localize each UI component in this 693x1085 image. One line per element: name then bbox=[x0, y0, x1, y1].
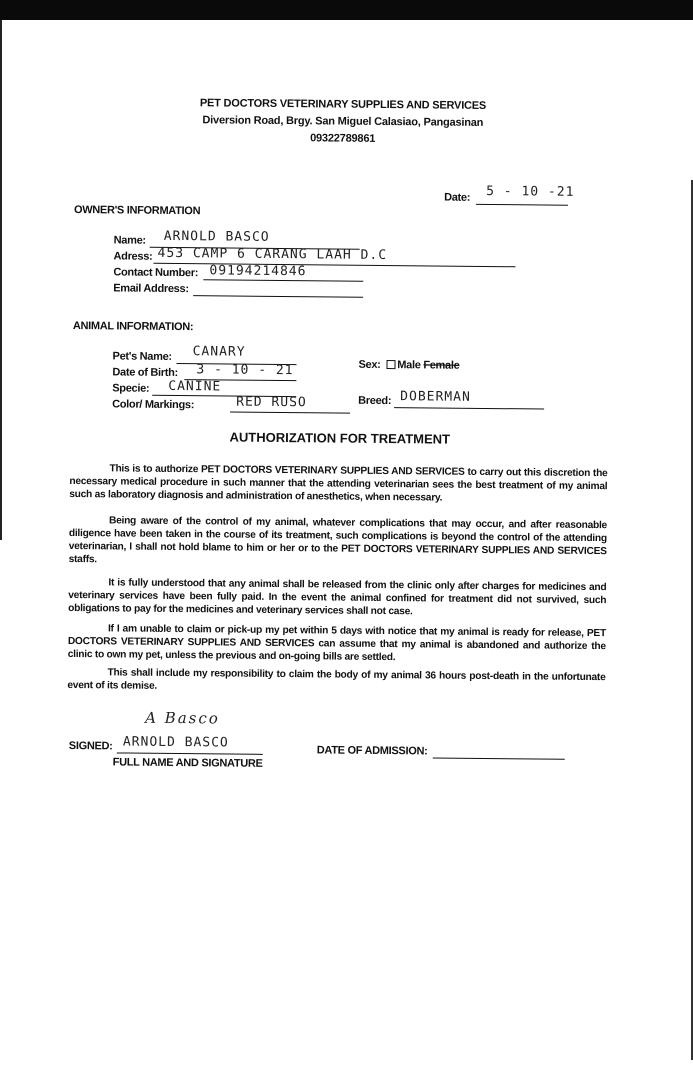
scan-left-edge bbox=[0, 20, 2, 540]
animal-heading: ANIMAL INFORMATION: bbox=[72, 320, 194, 334]
signed-value: ARNOLD BASCO bbox=[122, 734, 229, 751]
color-line bbox=[230, 412, 350, 414]
sex-label: Sex: bbox=[358, 358, 381, 371]
dob-label: Date of Birth: bbox=[112, 366, 178, 380]
color-value: RED RUSO bbox=[236, 394, 307, 411]
owner-name-label: Name: bbox=[113, 234, 146, 247]
admission-line bbox=[433, 757, 565, 759]
owner-contact-value: 09194214846 bbox=[209, 263, 307, 280]
sex-male-option: Male bbox=[397, 359, 421, 372]
pet-name-value: CANARY bbox=[192, 344, 246, 360]
owner-name-value: ARNOLD BASCO bbox=[163, 228, 270, 245]
breed-label: Breed: bbox=[358, 394, 392, 408]
breed-value: DOBERMAN bbox=[400, 389, 471, 405]
owner-contact-line bbox=[203, 279, 363, 282]
authorization-paragraph-4 bbox=[68, 622, 606, 666]
signed-line bbox=[117, 752, 263, 754]
document-page bbox=[64, 0, 614, 1085]
owner-email-line bbox=[193, 295, 363, 298]
signed-label: SIGNED: bbox=[68, 739, 113, 753]
authorization-paragraph-2 bbox=[69, 514, 607, 571]
authorization-paragraph-1 bbox=[69, 462, 607, 506]
owner-address-value: 453 CAMP 6 CARANG LAAH D.C bbox=[157, 245, 388, 264]
signature-mark: A Basco bbox=[145, 708, 220, 728]
paragraph-2-text: Being aware of the control of my animal, whatever complications that may occur, and after reasonable diligence have been taken in the course of its treatment, such complications is beyond the control of the attending veterinarian, I shall not hold blame to him or her or to the PET DOCTORS VETERINARY SUPPLIES AND SERVICES staffs. bbox=[68, 515, 608, 566]
paragraph-3-text: It is fully understood that any animal shall be released from the clinic only after charges for medicines and veterinary services have been fully paid. In the event the animal confined for treatment did not survived, such obligations to pay for the medicines and veterinary services shall not case. bbox=[68, 577, 607, 618]
sex-female-option: Female bbox=[423, 359, 460, 372]
sex-male-checkbox bbox=[386, 360, 395, 369]
owner-heading: OWNER'S INFORMATION bbox=[73, 204, 201, 218]
pet-name-label: Pet's Name: bbox=[112, 350, 172, 363]
owner-email-label: Email Address: bbox=[113, 282, 189, 296]
owner-address-line bbox=[153, 263, 515, 267]
owner-address-label: Adress: bbox=[113, 250, 153, 263]
clinic-address: Diversion Road, Brgy. San Miguel Calasiao, Pangasinan bbox=[202, 114, 484, 129]
clinic-phone: 09322789861 bbox=[310, 132, 376, 145]
paragraph-5-text: This shall include my responsibility to claim the body of my animal 36 hours post-death in the unfortunate event of its demise. bbox=[67, 667, 606, 692]
dob-value: 3 - 10 - 21 bbox=[196, 362, 294, 379]
color-label: Color/ Markings: bbox=[112, 398, 195, 412]
signature-caption: FULL NAME AND SIGNATURE bbox=[112, 756, 263, 770]
paragraph-1-text: This is to authorize PET DOCTORS VETERINARY SUPPLIES AND SERVICES to carry out this discretion the necessary medical procedure in such manner that the attending veterinarian sees the best treatment of my animal such as laboratory diagnosis and administration of anesthetics, when necessary. bbox=[69, 463, 608, 504]
authorization-paragraph-3 bbox=[68, 576, 606, 620]
specie-value: CANINE bbox=[168, 378, 222, 395]
sex-field bbox=[358, 359, 459, 372]
clinic-name: PET DOCTORS VETERINARY SUPPLIES AND SERVICES bbox=[199, 97, 487, 112]
owner-contact-label: Contact Number: bbox=[113, 266, 199, 280]
paragraph-4-text: If I am unable to claim or pick-up my pet within 5 days with notice that my animal is ready for release, PET DOCTORS VETERINARY SUPPLIES AND SERVICES can assume that my animal is abandoned and authorize the clinic to own my pet, unless the previous and on-going bills are settled. bbox=[67, 623, 606, 664]
date-line bbox=[476, 204, 568, 206]
specie-label: Specie: bbox=[112, 382, 150, 395]
clinic-header bbox=[73, 94, 613, 150]
authorization-title: AUTHORIZATION FOR TREATMENT bbox=[229, 429, 451, 447]
admission-label: DATE OF ADMISSION: bbox=[316, 744, 428, 758]
date-value: 5 - 10 -21 bbox=[486, 183, 575, 200]
breed-line bbox=[394, 407, 544, 409]
date-label: Date: bbox=[444, 191, 471, 204]
authorization-paragraph-5 bbox=[67, 666, 605, 697]
